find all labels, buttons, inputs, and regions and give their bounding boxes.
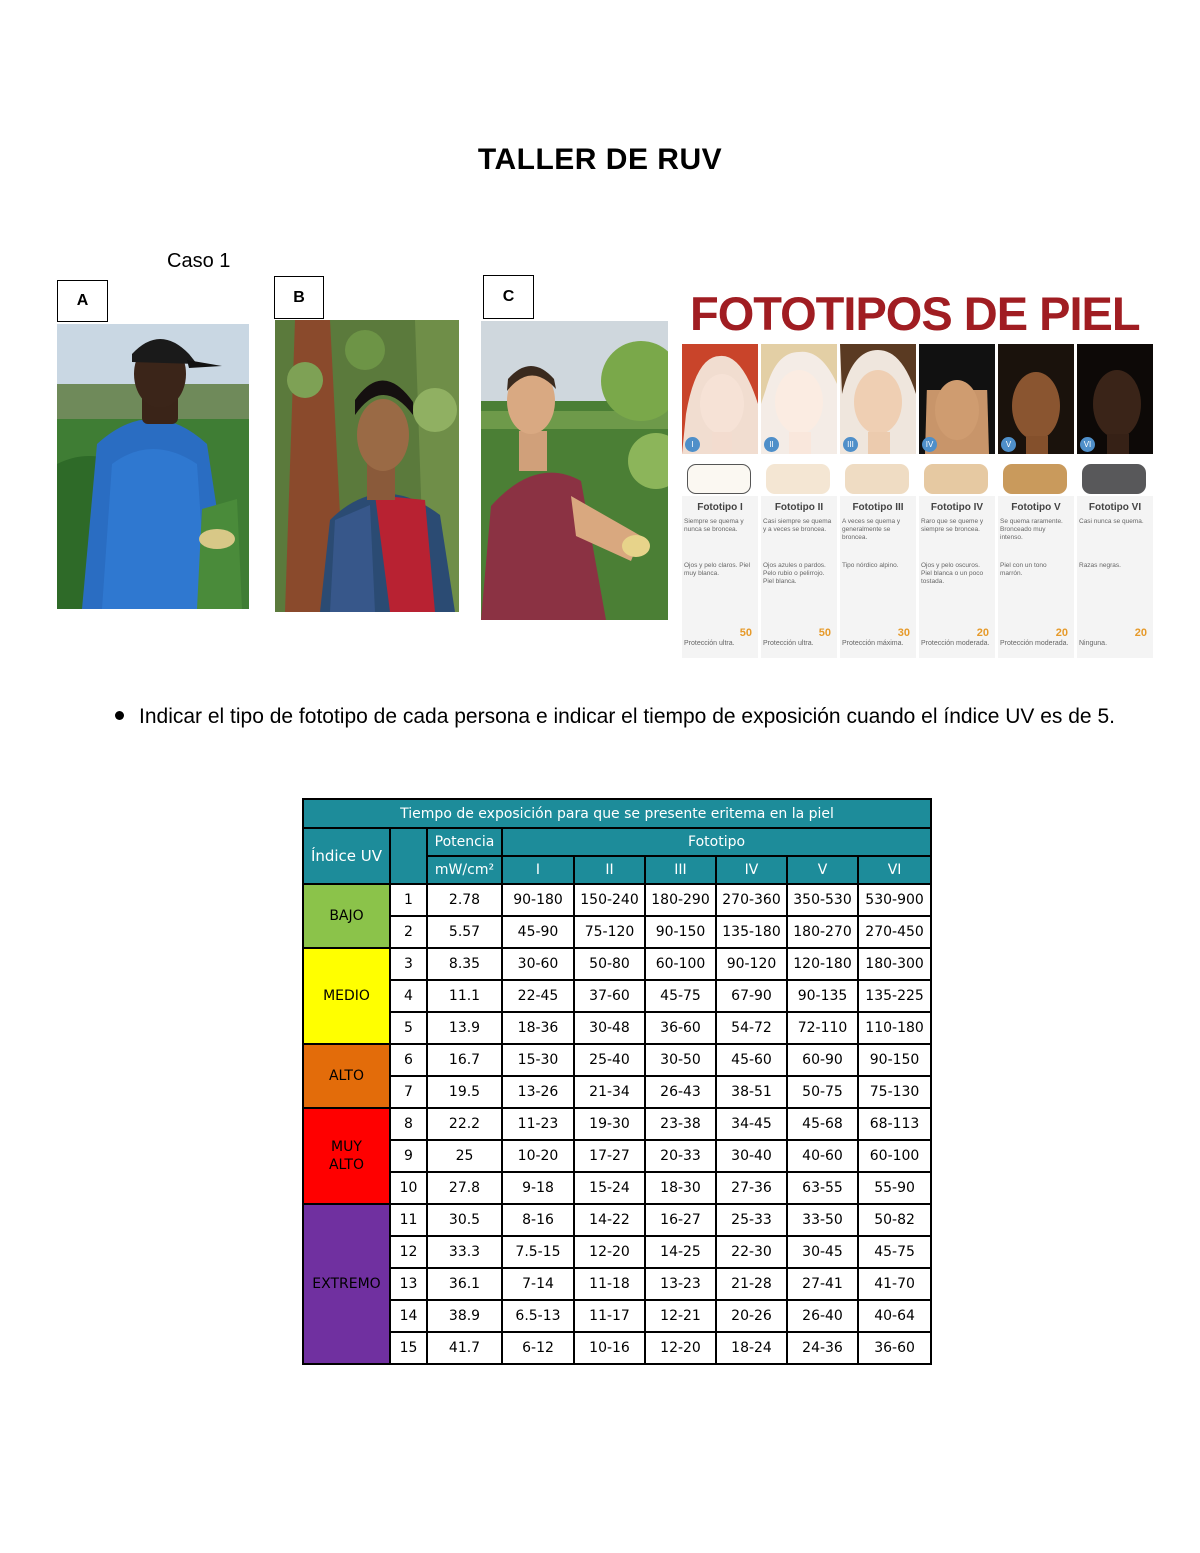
uv-index-cell: 6 xyxy=(390,1044,427,1076)
header-empty xyxy=(390,828,427,884)
exposure-time-cell: 17-27 xyxy=(574,1140,645,1172)
uv-index-cell: 2 xyxy=(390,916,427,948)
fototipo-features: Piel con un tono marrón. xyxy=(1000,562,1047,577)
table-row xyxy=(303,916,931,948)
exposure-time-cell: 27-36 xyxy=(716,1172,787,1204)
protection-text: Protección máxima. xyxy=(842,640,904,647)
exposure-time-cell: 26-43 xyxy=(645,1076,716,1108)
potencia-cell: 5.57 xyxy=(427,916,502,948)
photo-person-c xyxy=(481,321,668,620)
uv-level-muy-alto: MUY ALTO xyxy=(303,1108,390,1204)
exposure-time-cell: 11-17 xyxy=(574,1300,645,1332)
uv-index-cell: 13 xyxy=(390,1268,427,1300)
fototipo-desc: A veces se quema y generalmente se broncea. xyxy=(842,518,901,541)
potencia-cell: 36.1 xyxy=(427,1268,502,1300)
uv-index-cell: 7 xyxy=(390,1076,427,1108)
spf-value: 50 xyxy=(818,627,831,639)
exposure-time-cell: 16-27 xyxy=(645,1204,716,1236)
exposure-time-cell: 60-100 xyxy=(858,1140,931,1172)
exposure-time-cell: 11-18 xyxy=(574,1268,645,1300)
exposure-time-cell: 135-225 xyxy=(858,980,931,1012)
face-portrait-1 xyxy=(682,344,758,454)
potencia-cell: 41.7 xyxy=(427,1332,502,1364)
uv-level-alto: ALTO xyxy=(303,1044,390,1108)
uv-index-cell: 3 xyxy=(390,948,427,980)
exposure-time-cell: 45-90 xyxy=(502,916,574,948)
exposure-time-cell: 34-45 xyxy=(716,1108,787,1140)
header-type-6: VI xyxy=(858,856,931,884)
exposure-time-cell: 50-75 xyxy=(787,1076,858,1108)
type-number-badge: II xyxy=(764,437,779,452)
exposure-time-cell: 75-120 xyxy=(574,916,645,948)
exposure-time-cell: 50-80 xyxy=(574,948,645,980)
label-b: B xyxy=(274,276,324,319)
fototipo-column-1 xyxy=(682,344,758,658)
uv-exposure-table xyxy=(302,798,932,1365)
spf-value: 20 xyxy=(1055,627,1068,639)
exposure-time-cell: 19-30 xyxy=(574,1108,645,1140)
type-number-badge: I xyxy=(685,437,700,452)
exposure-time-cell: 30-45 xyxy=(787,1236,858,1268)
fototipo-desc: Raro que se queme y siempre se broncea. xyxy=(921,518,984,533)
table-row xyxy=(303,1204,931,1236)
exposure-time-cell: 12-20 xyxy=(645,1332,716,1364)
case-label: Caso 1 xyxy=(167,250,231,272)
uv-index-cell: 10 xyxy=(390,1172,427,1204)
exposure-time-cell: 11-23 xyxy=(502,1108,574,1140)
table-row xyxy=(303,1332,931,1364)
table-row xyxy=(303,1172,931,1204)
exposure-time-cell: 15-30 xyxy=(502,1044,574,1076)
exposure-time-cell: 20-26 xyxy=(716,1300,787,1332)
uv-index-cell: 9 xyxy=(390,1140,427,1172)
exposure-time-cell: 6-12 xyxy=(502,1332,574,1364)
exposure-time-cell: 90-150 xyxy=(645,916,716,948)
exposure-time-cell: 36-60 xyxy=(645,1012,716,1044)
exposure-time-cell: 150-240 xyxy=(574,884,645,916)
exposure-time-cell: 27-41 xyxy=(787,1268,858,1300)
type-number-badge: VI xyxy=(1080,437,1095,452)
fototipo-name: Fototipo IV xyxy=(930,502,984,513)
exposure-time-cell: 24-36 xyxy=(787,1332,858,1364)
type-number-badge: III xyxy=(843,437,858,452)
exposure-time-cell: 30-60 xyxy=(502,948,574,980)
exposure-time-cell: 55-90 xyxy=(858,1172,931,1204)
header-type-4: IV xyxy=(716,856,787,884)
exposure-time-cell: 12-20 xyxy=(574,1236,645,1268)
exposure-time-cell: 60-100 xyxy=(645,948,716,980)
spf-value: 50 xyxy=(739,627,752,639)
table-row xyxy=(303,980,931,1012)
uv-index-cell: 11 xyxy=(390,1204,427,1236)
table-row xyxy=(303,1044,931,1076)
exposure-time-cell: 90-150 xyxy=(858,1044,931,1076)
skin-swatch-4 xyxy=(924,464,988,494)
uv-index-cell: 8 xyxy=(390,1108,427,1140)
table-row xyxy=(303,948,931,980)
exposure-time-cell: 25-40 xyxy=(574,1044,645,1076)
spf-value: 20 xyxy=(976,627,989,639)
table-row xyxy=(303,884,931,916)
header-unit: mW/cm² xyxy=(427,856,502,884)
fototipo-column-2 xyxy=(761,344,837,658)
fototipo-name: Fototipo III xyxy=(852,502,904,513)
exposure-time-cell: 36-60 xyxy=(858,1332,931,1364)
type-number-badge: V xyxy=(1001,437,1016,452)
photo-person-b xyxy=(275,320,459,612)
header-type-2: II xyxy=(574,856,645,884)
exposure-time-cell: 180-300 xyxy=(858,948,931,980)
fototipo-desc: Casi nunca se quema. xyxy=(1079,518,1144,525)
exposure-time-cell: 530-900 xyxy=(858,884,931,916)
exposure-time-cell: 135-180 xyxy=(716,916,787,948)
face-portrait-4 xyxy=(919,344,995,454)
exposure-time-cell: 45-68 xyxy=(787,1108,858,1140)
exposure-time-cell: 18-36 xyxy=(502,1012,574,1044)
exposure-time-cell: 63-55 xyxy=(787,1172,858,1204)
table-row xyxy=(303,1108,931,1140)
exposure-time-cell: 75-130 xyxy=(858,1076,931,1108)
protection-text: Ninguna. xyxy=(1079,640,1108,647)
exposure-time-cell: 21-34 xyxy=(574,1076,645,1108)
uv-index-cell: 14 xyxy=(390,1300,427,1332)
exposure-time-cell: 45-60 xyxy=(716,1044,787,1076)
instruction-text: Indicar el tipo de fototipo de cada persona e indicar el tiempo de exposición cuando el índice UV es de 5. xyxy=(139,705,1115,728)
fototipo-desc: Siempre se quema y nunca se broncea. xyxy=(684,518,744,533)
exposure-time-cell: 41-70 xyxy=(858,1268,931,1300)
exposure-time-cell: 25-33 xyxy=(716,1204,787,1236)
table-row xyxy=(303,1236,931,1268)
exposure-time-cell: 6.5-13 xyxy=(502,1300,574,1332)
fototipo-features: Ojos azules o pardos. Pelo rubio o pelirrojo. Piel blanca. xyxy=(763,562,826,585)
exposure-time-cell: 26-40 xyxy=(787,1300,858,1332)
table-row xyxy=(303,1012,931,1044)
fototipos-poster xyxy=(682,282,1154,660)
exposure-time-cell: 45-75 xyxy=(645,980,716,1012)
exposure-time-cell: 60-90 xyxy=(787,1044,858,1076)
skin-swatch-2 xyxy=(766,464,830,494)
exposure-time-cell: 30-40 xyxy=(716,1140,787,1172)
uv-level-bajo: BAJO xyxy=(303,884,390,948)
label-a: A xyxy=(57,280,108,322)
fototipo-features: Ojos y pelo claros. Piel muy blanca. xyxy=(684,562,751,577)
exposure-time-cell: 54-72 xyxy=(716,1012,787,1044)
potencia-cell: 19.5 xyxy=(427,1076,502,1108)
protection-text: Protección ultra. xyxy=(684,640,735,647)
exposure-time-cell: 20-33 xyxy=(645,1140,716,1172)
face-portrait-2 xyxy=(761,344,837,454)
skin-swatch-3 xyxy=(845,464,909,494)
type-number-badge: IV xyxy=(922,437,937,452)
skin-swatch-1 xyxy=(687,464,751,494)
potencia-cell: 25 xyxy=(427,1140,502,1172)
header-type-3: III xyxy=(645,856,716,884)
exposure-time-cell: 110-180 xyxy=(858,1012,931,1044)
header-type-5: V xyxy=(787,856,858,884)
exposure-time-cell: 37-60 xyxy=(574,980,645,1012)
exposure-time-cell: 8-16 xyxy=(502,1204,574,1236)
spf-value: 20 xyxy=(1134,627,1147,639)
uv-level-extremo: EXTREMO xyxy=(303,1204,390,1364)
potencia-cell: 27.8 xyxy=(427,1172,502,1204)
face-portrait-3 xyxy=(840,344,916,454)
exposure-time-cell: 22-45 xyxy=(502,980,574,1012)
exposure-time-cell: 18-24 xyxy=(716,1332,787,1364)
exposure-time-cell: 14-22 xyxy=(574,1204,645,1236)
exposure-time-cell: 30-50 xyxy=(645,1044,716,1076)
poster-title: FOTOTIPOS DE PIEL xyxy=(690,287,1140,340)
exposure-time-cell: 15-24 xyxy=(574,1172,645,1204)
fototipo-features: Razas negras. xyxy=(1079,562,1121,569)
fototipo-name: Fototipo II xyxy=(774,502,824,513)
exposure-time-cell: 120-180 xyxy=(787,948,858,980)
table-row xyxy=(303,1076,931,1108)
fototipo-name: Fototipo V xyxy=(1011,502,1061,513)
table-row xyxy=(303,1140,931,1172)
exposure-time-cell: 180-290 xyxy=(645,884,716,916)
exposure-time-cell: 13-26 xyxy=(502,1076,574,1108)
fototipo-column-4 xyxy=(919,344,995,658)
protection-text: Protección ultra. xyxy=(763,640,814,647)
potencia-cell: 11.1 xyxy=(427,980,502,1012)
header-fototipo: Fototipo xyxy=(502,828,931,856)
header-type-1: I xyxy=(502,856,574,884)
page-title: TALLER DE RUV xyxy=(477,143,723,176)
exposure-time-cell: 33-50 xyxy=(787,1204,858,1236)
face-portrait-5 xyxy=(998,344,1074,454)
spf-value: 30 xyxy=(897,627,910,639)
exposure-time-cell: 270-360 xyxy=(716,884,787,916)
exposure-time-cell: 18-30 xyxy=(645,1172,716,1204)
exposure-time-cell: 23-38 xyxy=(645,1108,716,1140)
header-indice-uv: Índice UV xyxy=(303,828,390,884)
exposure-time-cell: 50-82 xyxy=(858,1204,931,1236)
table-row xyxy=(303,1300,931,1332)
fototipo-column-3 xyxy=(840,344,916,658)
fototipo-column-6 xyxy=(1077,344,1153,658)
exposure-time-cell: 13-23 xyxy=(645,1268,716,1300)
fototipo-column-5 xyxy=(998,344,1074,658)
exposure-time-cell: 180-270 xyxy=(787,916,858,948)
potencia-cell: 38.9 xyxy=(427,1300,502,1332)
skin-swatch-6 xyxy=(1082,464,1146,494)
fototipo-desc: Se quema raramente. Bronceado muy intenso. xyxy=(1000,518,1063,541)
exposure-time-cell: 350-530 xyxy=(787,884,858,916)
uv-index-cell: 4 xyxy=(390,980,427,1012)
uv-index-cell: 5 xyxy=(390,1012,427,1044)
fototipo-desc: Casi siempre se quema y a veces se broncea. xyxy=(763,518,832,533)
table-title: Tiempo de exposición para que se presente eritema en la piel xyxy=(303,799,931,828)
exposure-time-cell: 72-110 xyxy=(787,1012,858,1044)
table-row xyxy=(303,1268,931,1300)
exposure-time-cell: 90-135 xyxy=(787,980,858,1012)
potencia-cell: 13.9 xyxy=(427,1012,502,1044)
potencia-cell: 2.78 xyxy=(427,884,502,916)
exposure-time-cell: 10-16 xyxy=(574,1332,645,1364)
uv-index-cell: 1 xyxy=(390,884,427,916)
exposure-time-cell: 40-64 xyxy=(858,1300,931,1332)
fototipo-features: Ojos y pelo oscuros. Piel blanca o un poco tostada. xyxy=(921,562,984,585)
exposure-time-cell: 68-113 xyxy=(858,1108,931,1140)
potencia-cell: 33.3 xyxy=(427,1236,502,1268)
exposure-time-cell: 9-18 xyxy=(502,1172,574,1204)
exposure-time-cell: 90-120 xyxy=(716,948,787,980)
potencia-cell: 22.2 xyxy=(427,1108,502,1140)
exposure-time-cell: 270-450 xyxy=(858,916,931,948)
uv-index-cell: 12 xyxy=(390,1236,427,1268)
exposure-time-cell: 90-180 xyxy=(502,884,574,916)
photo-person-a xyxy=(57,324,249,609)
exposure-time-cell: 22-30 xyxy=(716,1236,787,1268)
exposure-time-cell: 12-21 xyxy=(645,1300,716,1332)
skin-swatch-5 xyxy=(1003,464,1067,494)
exposure-time-cell: 38-51 xyxy=(716,1076,787,1108)
potencia-cell: 30.5 xyxy=(427,1204,502,1236)
label-c: C xyxy=(483,275,534,319)
protection-text: Protección moderada. xyxy=(921,640,990,647)
uv-level-medio: MEDIO xyxy=(303,948,390,1044)
exposure-time-cell: 30-48 xyxy=(574,1012,645,1044)
protection-text: Protección moderada. xyxy=(1000,640,1069,647)
exposure-time-cell: 45-75 xyxy=(858,1236,931,1268)
exposure-time-cell: 67-90 xyxy=(716,980,787,1012)
exposure-time-cell: 7.5-15 xyxy=(502,1236,574,1268)
exposure-time-cell: 21-28 xyxy=(716,1268,787,1300)
header-potencia: Potencia xyxy=(427,828,502,856)
fototipo-name: Fototipo I xyxy=(697,502,743,513)
exposure-time-cell: 40-60 xyxy=(787,1140,858,1172)
bullet-point xyxy=(115,711,124,720)
potencia-cell: 16.7 xyxy=(427,1044,502,1076)
potencia-cell: 8.35 xyxy=(427,948,502,980)
exposure-time-cell: 10-20 xyxy=(502,1140,574,1172)
exposure-time-cell: 7-14 xyxy=(502,1268,574,1300)
uv-index-cell: 15 xyxy=(390,1332,427,1364)
fototipo-name: Fototipo VI xyxy=(1088,502,1142,513)
fototipo-features: Tipo nórdico alpino. xyxy=(842,562,899,569)
face-portrait-6 xyxy=(1077,344,1153,454)
exposure-time-cell: 14-25 xyxy=(645,1236,716,1268)
